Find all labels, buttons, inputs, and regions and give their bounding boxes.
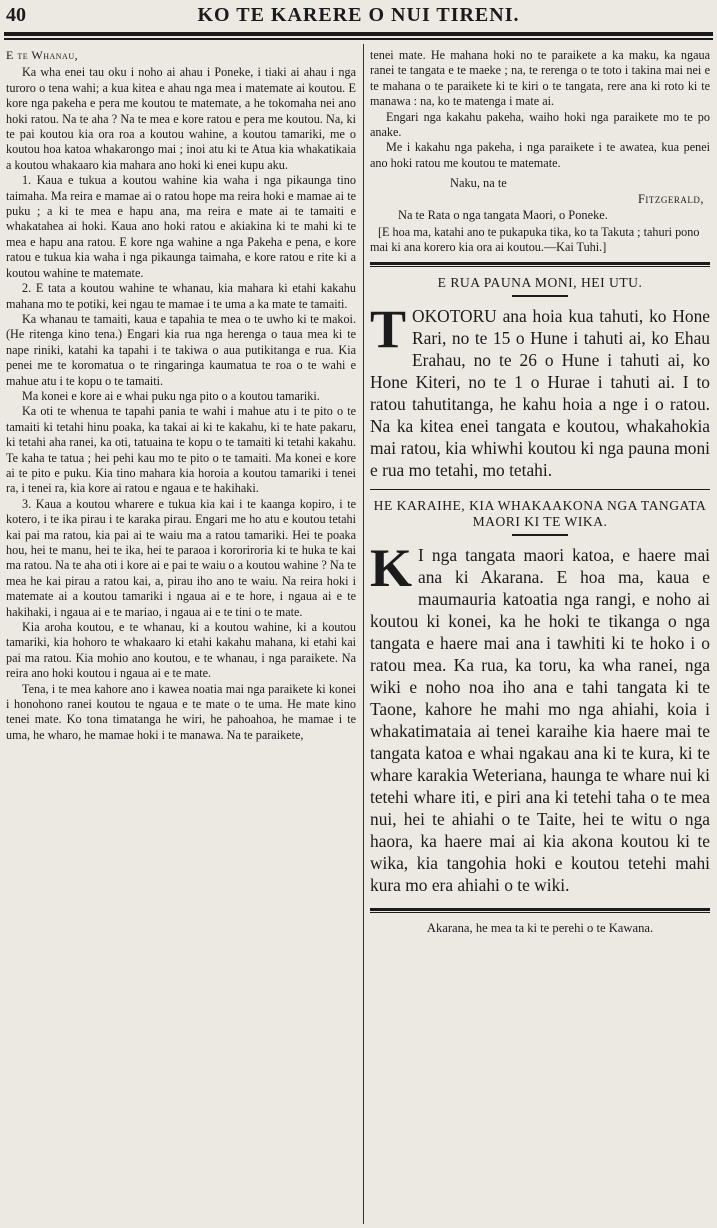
- masthead-title: KO TE KARERE O NUI TIRENI.: [197, 4, 520, 26]
- letter-paragraph-4: Ka whanau te tamaiti, kaua e tapahia te mea o te uwho ki te makoi. (He ritenga kino tena.) Engari kia rua nga herenga o taua mea ki te nape riniki, katahi ka tapahi i te takiwa o aua putikitanga e rua. Kia penei me te koromatua o te ringaringa kaumatua te roa o te wahi e mahue atu i te kopu o te tamaiti.: [6, 311, 356, 388]
- notice1-title: E RUA PAUNA MONI, HEI UTU.: [437, 274, 643, 290]
- letter-paragraph-2: 1. Kaua e tukua a koutou wahine kia waha i nga pikaunga tino taimaha. Ma reira e mamae ai o ratou hope ma reira hoki e mamae ai te puku ; a ki te mea e hapu ana, ma reira e mate ai te tamaiti e whakatahea ai hoki. Kaua ano hoki ratou e akiakina ki te mahi ki te mea e hapu ana ratou. E kore nga wahine a nga Pakeha e pena, e kore ratou e tukua kia waha i nga pikaunga taimaha, e kore ratou e rite ki a koutou wahine te matemate.: [6, 173, 356, 280]
- right-column: [370, 48, 710, 1224]
- page-number: 40: [6, 4, 26, 26]
- editor-note: [E hoa ma, katahi ano te pukapuka tika, ko ta Takuta ; tahuri pono mai ki ana korero kia ora ai koutou.—Kai Tuhi.]: [370, 225, 700, 255]
- letter-paragraph-3: 2. E tata a koutou wahine te whanau, kia mahara ki etahi kakahu mahana mo te potiki, kei ngau te mamae i te uma a ka mate te tamaiti.: [6, 281, 356, 311]
- title-rule: [512, 534, 568, 536]
- notice2-body: [370, 537, 710, 896]
- letter-paragraph-8: Kia aroha koutou, e te whanau, ki a koutou wahine, ki a koutou tamariki, kia hohoro te whakaaro ki etahi kakahu mahana, ki etahi kai pai ma ratou. Kia mohio ano koutou, e te whanau, i nga paraikete. Na reira ano hoki koutou i ngaua ai e te mate.: [6, 620, 356, 681]
- continuation-paragraph-3: Me i kakahu nga pakeha, i nga paraikete i te awatea, kua penei ano hoki ratou me koutou te matemate.: [370, 140, 710, 170]
- notice2-text: I nga tangata maori katoa, e haere mai ana ki Akarana. E hoa ma, kaua e maumauria katoatia nga rangi, e noho ai koutou ki konei, ka he hoki te tikanga o nga tangata e haere mai ana i tawhiti ki te hoko i o ratou mea. Ka rua, ka toru, ka wha ranei, nga wiki e noho noa iho ana e tahi tangata ki te Taone, kahore he mahi mo nga ahiahi, koia i whakatimataia ai tenei karaihe kia haere mai te tangata katoa e whai ngakau ana ki te kura, ki te whare karakia Weteriana, haunga te whare nui ki tetehi whare iti, e piri ana ki tetehi taha o te mea nui, hei te ahiahi o te Taite, hei te witu o nga haora, ka haere mai ai kia akona koutou ki te wika, kia tangohia hoki e koutou tetehi mahi kura mo era ahiahi o te wiki.: [370, 544, 710, 895]
- letter-paragraph-7: 3. Kaua a koutou wharere e tukua kia kai i te kaanga kopiro, i te kotero, i te ika pirau i te karaka pirau. Engari me ho atu e koutou tetahi kai pai ma ratou, kia pai ai te waiu ma a ratou tamariki. Hei te poaka hou, hei te manu, hei te ika, hei te paraoa i kororiroria ki te huka te kai ma ratou. Na te aha oti i kore ai e pai te waiu o a koutou wahine ? Na te mea he kai pirau a ratou kai, a, pirau iho ano te waiu. Na reira hoki i matemate ai a koutou tamariki i ngaua ai e te hore, i ngaua ai e te hakihaki, i ngaua ai e te mariao, i ngaua ai e te tini o te mate.: [6, 496, 356, 619]
- header-rule: [4, 32, 713, 40]
- letter-paragraph-6: Ka oti te whenua te tapahi pania te wahi i mahue atu i te pito o te tamaiti ki tetahi hinu poaka, ka takai ai ki te kakahu, ki te hate pakaru, ki tetahi aha ranei, ka oti, tatuaina te kopu o te tamaiti ki tetahi kakahu. Te kaha te tatua ; hei pehi kau mo te pito o te tamaiti. Ma konei e kore ai te pito e puku. Kia tino mahara kia horoia a koutou tamariki i tenei ra, i tenei ra, kia kore ai ratou e ngaua e te hakihaki.: [6, 404, 356, 496]
- left-column: [6, 48, 356, 1224]
- continuation-paragraph-2: Engari nga kakahu pakeha, waiho hoki nga paraikete mo te po anake.: [370, 109, 710, 140]
- printer-imprint: Akarana, he mea ta ki te perehi o te Kawana.: [426, 920, 654, 935]
- letter-signature: [370, 175, 710, 223]
- continuation-paragraph-1: tenei mate. He mahana hoki no te paraikete a ka maku, ka ngaua ranei te tangata e te maeke ; na, te rerenga o te toto i takina mai nei e te mahana o te paraikete ki te kiri o te tangata, rere ana ki roto ki te manawa : na, ko te matenga i mate ai.: [370, 48, 710, 109]
- title-rule: [512, 295, 568, 297]
- section-rule: [370, 262, 710, 267]
- notice2-dropcap: K: [370, 537, 413, 598]
- notice1-dropcap: T: [370, 298, 407, 359]
- column-divider: [363, 44, 364, 1224]
- signoff-line: Naku, na te: [450, 176, 507, 191]
- footer-rule: [370, 908, 710, 913]
- signature-title: Na te Rata o nga tangata Maori, o Poneke.: [398, 208, 608, 223]
- signature-name: Fitzgerald,: [638, 192, 704, 207]
- page-header: [0, 4, 717, 30]
- letter-salutation: E te Whanau,: [6, 48, 79, 62]
- notice2-title: HE KARAIHE, KIA WHAKAAKONA NGA TANGATA MAORI KI TE WIKA.: [373, 497, 707, 529]
- letter-paragraph-9: Tena, i te mea kahore ano i kawea noatia mai nga paraikete ki konei i honohono ranei koutou te ngaua e te mate o te uma. He mate kino tenei mate. Ko tona timatanga he wiri, he pahoahoa, he mamae i te uma, he wharo, he mamae hoki i te manawa. Na te paraikete,: [6, 681, 356, 742]
- letter-continuation: [370, 48, 710, 171]
- notice1-text: OKOTORU ana hoia kua tahuti, ko Hone Rari, no te 15 o Hune i tahuti ai, ko Ehau Erahau, no te 26 o Hune i tahuti ai, ko Hone Kiteri, no te 1 o Hurae i tahuti ai. I to ratou tahutitanga, he kahu hoia a nge i o ratou. Na ka kitea enei tangata e koutou, whakahokia mai ratou, kia whiwhi koutou ki nga pauna moni e rua mo tetahi, mo tetahi.: [370, 305, 710, 480]
- notice1-body: [370, 298, 710, 481]
- letter-paragraph-1: Ka wha enei tau oku i noho ai ahau i Poneke, i tiaki ai ahau i nga turoro o tena wahi; a kua kitea e ahau nga mea i matemate ai koutou. E kore nga pakeha e pera me koutou te matemate, a he tokomaha nei ano hoki ratou. Na te aha ? Na te mea e kore ratou e pera me koutou. Na, ki te pai koutou kia ora roa a koutou wahine, a koutou tamariki, me o koutou hoa katoa whakarongo mai ; inoi atu ki te Atua kia whakatikaia a koutou whakaaro kia mahara ano hoki ki enei kupu aku.: [6, 65, 356, 172]
- section-rule: [370, 489, 710, 490]
- letter-paragraph-5: Ma konei e kore ai e whai puku nga pito o a koutou tamariki.: [22, 388, 320, 403]
